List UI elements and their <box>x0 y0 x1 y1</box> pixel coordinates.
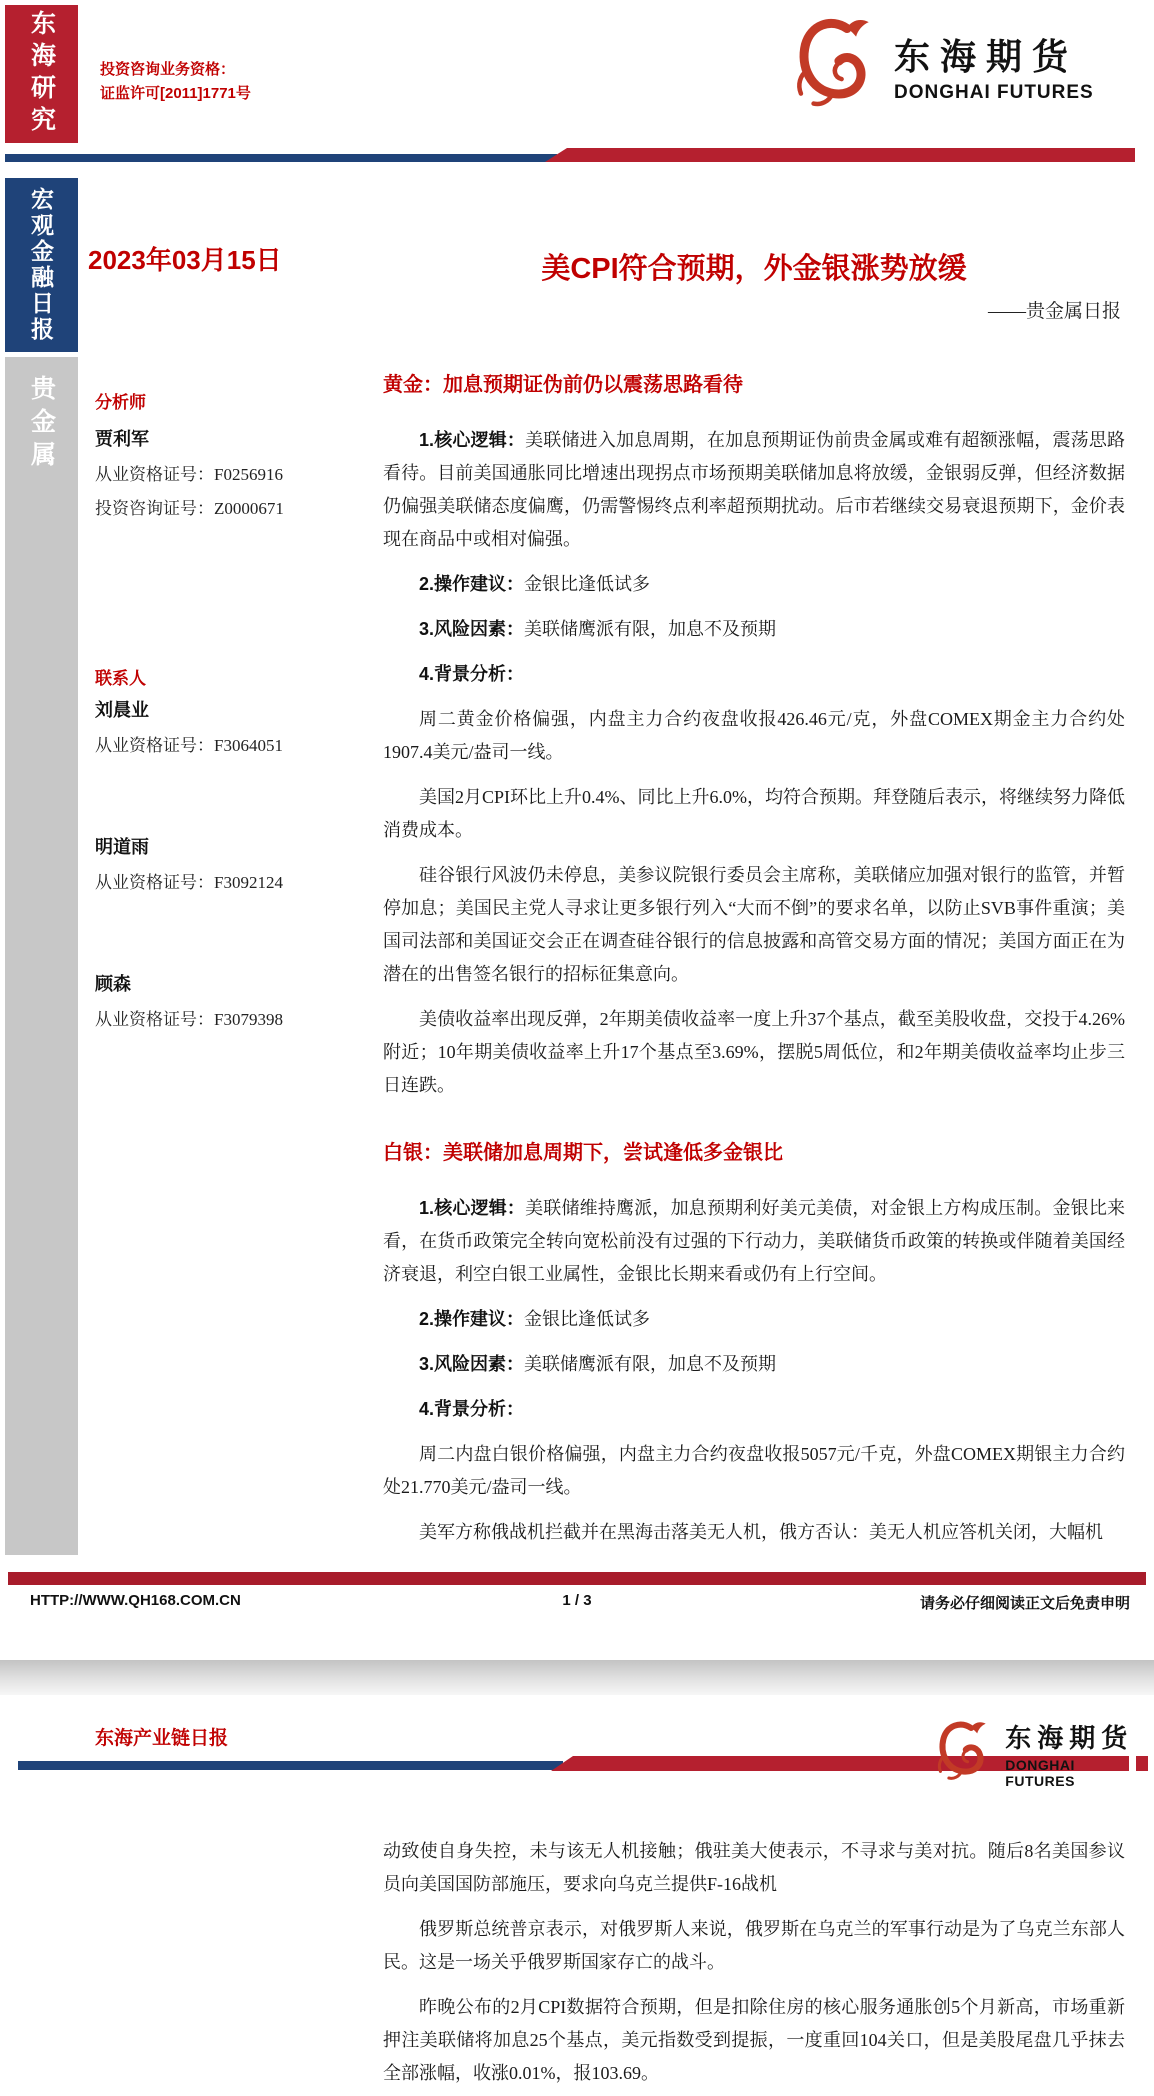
silver-background-label-paragraph <box>383 1393 1125 1426</box>
page2-heading: 东海产业链日报 <box>95 1728 229 1749</box>
gold-risk-text: 美联储鹰派有限，加息不及预期 <box>524 619 777 639</box>
analyst-section-label: 分析师 <box>95 393 146 412</box>
logo-text <box>894 29 1094 104</box>
gold-advice-text: 金银比逢低试多 <box>524 574 651 594</box>
silver-advice-text: 金银比逢低试多 <box>524 1309 651 1329</box>
contact-name: 明道雨 <box>95 837 149 857</box>
gold-background-paragraph: 美国2月CPI环比上升0.4%、同比上升6.0%，均符合预期。拜登随后表示，将继续努力降低消费成本。 <box>383 787 1125 840</box>
qualification-block <box>100 58 251 106</box>
gold-section-heading: 黄金：加息预期证伪前仍以震荡思路看待 <box>383 374 743 396</box>
footer-divider-bar <box>8 1572 1146 1585</box>
analyst-cert-1: 从业资格证号：F0256916 <box>95 465 283 484</box>
contact-person <box>95 696 283 756</box>
header-divider-red <box>545 148 1135 162</box>
analyst-column <box>95 388 370 1488</box>
gold-logic-text: 美联储进入加息周期，在加息预期证伪前贵金属或难有超额涨幅，震荡思路看待。目前美国通胀同比增速出现拐点市场预期美联储加息将放缓，金银弱反弹，但经济数据仍偏强美联储态度偏鹰，仍需警惕终点利率超预期扰动。后市若继续交易衰退预期下，金价表现在商品中或相对偏强。 <box>383 430 1126 549</box>
logo-cn-text: 东海期货 <box>894 35 1079 77</box>
silver-background-label: 4.背景分析： <box>419 1399 525 1419</box>
page-2 <box>0 1695 1154 2096</box>
sidebar-report-type-label: 宏观金融日报 <box>28 187 54 343</box>
analyst-name: 贾利军 <box>95 429 149 449</box>
qualification-line2: 证监许可[2011]1771号 <box>100 85 251 102</box>
silver-logic-text: 美联储维持鹰派，加息预期利好美元美债，对金银上方构成压制。金银比来看，在货币政策完全转向宽松前没有过强的下行动力，美联储货币政策的转换或伴随着美国经济衰退，利空白银工业属性，金银比长期来看或仍有上行空间。 <box>383 1198 1126 1284</box>
report-body <box>383 358 1125 1561</box>
footer-page-indicator: 1 / 3 <box>562 1592 592 1609</box>
gold-background-label-paragraph <box>383 658 1125 691</box>
footer-disclaimer: 请务必仔细阅读正文后免责申明 <box>919 1595 1130 1612</box>
analyst-cert-2: 投资咨询证号：Z0000671 <box>95 499 284 518</box>
report-title: 美CPI符合预期，外金银涨势放缓 <box>541 253 967 285</box>
logo-text <box>1005 1718 1145 1789</box>
gold-risk-label: 3.风险因素： <box>419 619 525 639</box>
report-date: 2023年03月15日 <box>88 245 282 275</box>
silver-risk-text: 美联储鹰派有限，加息不及预期 <box>524 1354 777 1374</box>
sidebar-report-type <box>5 178 78 352</box>
dragon-icon <box>935 1717 995 1789</box>
company-logo <box>935 1713 1145 1793</box>
report-subtitle: ——贵金属日报 <box>987 301 1121 322</box>
contact-person <box>95 970 283 1030</box>
page2-paragraph: 俄罗斯总统普京表示，对俄罗斯人来说，俄罗斯在乌克兰的军事行动是为了乌克兰东部人民。这是一场关乎俄罗斯国家存亡的战斗。 <box>383 1919 1125 1972</box>
page2-body <box>383 1835 1125 2096</box>
sidebar-category <box>5 357 78 1555</box>
gold-background-paragraph: 美债收益率出现反弹，2年期美债收益率一度上升37个基点，截至美股收盘，交投于4.26%附近；10年期美债收益率上升17个基点至3.69%，摆脱5周低位，和2年期美债收益率均止步三日连跌。 <box>383 1009 1125 1095</box>
silver-logic-paragraph <box>383 1192 1125 1291</box>
silver-section-heading: 白银：美联储加息周期下，尝试逢低多金银比 <box>383 1142 783 1164</box>
silver-risk-paragraph <box>383 1348 1125 1381</box>
contact-name: 顾森 <box>95 974 131 994</box>
research-brand-label: 东海研究 <box>27 10 56 138</box>
header-divider-blue <box>5 154 557 162</box>
logo-en-text: DONGHAI FUTURES <box>894 81 1094 103</box>
gold-logic-paragraph <box>383 424 1125 556</box>
gold-advice-label: 2.操作建议： <box>419 574 525 594</box>
gold-logic-label: 1.核心逻辑： <box>419 430 526 450</box>
gold-background-paragraph: 硅谷银行风波仍未停息，美参议院银行委员会主席称，美联储应加强对银行的监管，并暂停加息；美国民主党人寻求让更多银行列入“大而不倒”的要求名单，以防止SVB事件重演；美国司法部和美国证交会正在调查硅谷银行的信息披露和高管交易方面的情况；美国方面正在为潜在的出售签名银行的招标征集意向。 <box>383 865 1125 984</box>
footer <box>0 1592 1154 1618</box>
silver-risk-label: 3.风险因素： <box>419 1354 525 1374</box>
silver-logic-label: 1.核心逻辑： <box>419 1198 526 1218</box>
gold-risk-paragraph <box>383 613 1125 646</box>
contact-section-label: 联系人 <box>95 669 146 688</box>
logo-cn-text: 东海期货 <box>1005 1722 1134 1753</box>
dragon-icon <box>792 14 884 118</box>
page-separator <box>0 1660 1154 1695</box>
silver-background-paragraph: 周二内盘白银价格偏强，内盘主力合约夜盘收报5057元/千克，外盘COMEX期银主力合约处21.770美元/盎司一线。 <box>383 1444 1125 1497</box>
silver-background-paragraph: 美军方称俄战机拦截并在黑海击落美无人机，俄方否认：美无人机应答机关闭，大幅机 <box>419 1522 1103 1542</box>
sidebar-category-label: 贵金属 <box>27 375 56 474</box>
page2-divider-blue <box>18 1761 563 1770</box>
contact-person <box>95 833 283 893</box>
gold-background-paragraph: 周二黄金价格偏强，内盘主力合约夜盘收报426.46元/克，外盘COMEX期金主力合约处1907.4美元/盎司一线。 <box>383 709 1125 762</box>
contact-cert: 从业资格证号：F3079398 <box>95 1010 283 1029</box>
research-brand-badge <box>5 5 78 143</box>
page2-paragraph: 昨晚公布的2月CPI数据符合预期，但是扣除住房的核心服务通胀创5个月新高，市场重新押注美联储将加息25个基点，美元指数受到提振，一度重回104关口，但是美股尾盘几乎抹去全部涨幅，收涨0.01%，报103.69。 <box>383 1997 1125 2083</box>
silver-advice-label: 2.操作建议： <box>419 1309 525 1329</box>
contact-name: 刘晨业 <box>95 700 149 720</box>
page2-paragraph: 动致使自身失控，未与该无人机接触；俄驻美大使表示，不寻求与美对抗。随后8名美国参议员向美国国防部施压，要求向乌克兰提供F-16战机 <box>383 1841 1125 1894</box>
logo-en-text: DONGHAI FUTURES <box>1005 1756 1075 1789</box>
contact-cert: 从业资格证号：F3092124 <box>95 873 283 892</box>
company-logo <box>792 14 1144 118</box>
footer-website-link[interactable]: HTTP://WWW.QH168.COM.CN <box>30 1592 241 1609</box>
gold-advice-paragraph <box>383 568 1125 601</box>
contact-cert: 从业资格证号：F3064051 <box>95 736 283 755</box>
qualification-line1: 投资咨询业务资格： <box>100 61 236 78</box>
gold-background-label: 4.背景分析： <box>419 664 525 684</box>
silver-advice-paragraph <box>383 1303 1125 1336</box>
